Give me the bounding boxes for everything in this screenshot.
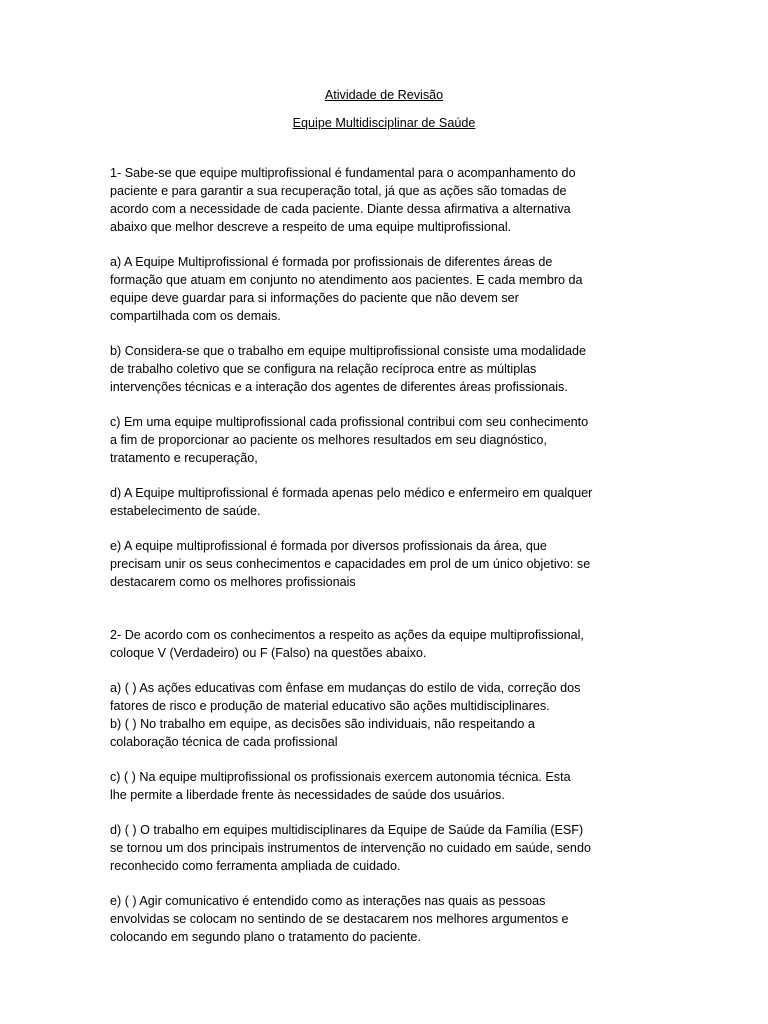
text-line: coloque V (Verdadeiro) ou F (Falso) na questões abaixo.	[110, 646, 427, 660]
question-2-stem	[110, 626, 658, 662]
text-line: c) Em uma equipe multiprofissional cada profissional contribui com seu conhecimento	[110, 415, 589, 429]
text-line: se tornou um dos principais instrumentos de intervenção no cuidado em saúde, sendo	[110, 841, 591, 855]
text-line: formação que atuam em conjunto no atendimento aos pacientes. E cada membro da	[110, 273, 583, 287]
question-1-stem	[110, 164, 658, 236]
question-1-option-d	[110, 484, 658, 520]
text-line: colocando em segundo plano o tratamento do paciente.	[110, 930, 421, 944]
text-line: a) A Equipe Multiprofissional é formada por profissionais de diferentes áreas de	[110, 255, 553, 269]
text-line: destacarem como os melhores profissionais	[110, 575, 356, 589]
question-2-item-d	[110, 821, 658, 875]
text-line: colaboração técnica de cada profissional	[110, 735, 338, 749]
text-line: e) ( ) Agir comunicativo é entendido como as interações nas quais as pessoas	[110, 894, 546, 908]
text-line: 1- Sabe-se que equipe multiprofissional é fundamental para o acompanhamento do	[110, 166, 576, 180]
text-line: acordo com a necessidade de cada paciente. Diante dessa afirmativa a alternativa	[110, 202, 571, 216]
text-line: e) A equipe multiprofissional é formada por diversos profissionais da área, que	[110, 539, 547, 553]
document-title: Atividade de Revisão	[324, 88, 444, 102]
text-line: compartilhada com os demais.	[110, 309, 281, 323]
document-page	[110, 86, 658, 946]
text-line: precisam unir os seus conhecimentos e capacidades em prol de um único objetivo: se	[110, 557, 591, 571]
text-line: 2- De acordo com os conhecimentos a respeito as ações da equipe multiprofissional,	[110, 628, 584, 642]
question-1-option-c	[110, 413, 658, 467]
question-1-option-a	[110, 253, 658, 325]
question-1-option-e	[110, 537, 658, 591]
question-2-item-c	[110, 768, 658, 804]
text-line: equipe deve guardar para si informações do paciente que não devem ser	[110, 291, 519, 305]
text-line: abaixo que melhor descreve a respeito de uma equipe multiprofissional.	[110, 220, 512, 234]
text-line: b) Considera-se que o trabalho em equipe multiprofissional consiste uma modalidade	[110, 344, 587, 358]
question-1-option-b	[110, 342, 658, 396]
question-2-item-e	[110, 892, 658, 946]
text-line: tratamento e recuperação,	[110, 451, 258, 465]
text-line: fatores de risco e produção de material educativo são ações multidisciplinares.	[110, 699, 550, 713]
text-line: d) A Equipe multiprofissional é formada apenas pelo médico e enfermeiro em qualquer	[110, 486, 593, 500]
question-2-items-a-b	[110, 679, 658, 751]
text-line: a fim de proporcionar ao paciente os melhores resultados em seu diagnóstico,	[110, 433, 547, 447]
text-line: de trabalho coletivo que se configura na relação recíproca entre as múltiplas	[110, 362, 537, 376]
text-line: a) ( ) As ações educativas com ênfase em mudanças do estilo de vida, correção dos	[110, 681, 581, 695]
text-line: intervenções técnicas e a interação dos agentes de diferentes áreas profissionais.	[110, 380, 568, 394]
document-subtitle: Equipe Multidisciplinar de Saúde	[292, 116, 476, 130]
text-line: b) ( ) No trabalho em equipe, as decisões são individuais, não respeitando a	[110, 717, 535, 731]
text-line: lhe permite a liberdade frente às necessidades de saúde dos usuários.	[110, 788, 505, 802]
text-line: d) ( ) O trabalho em equipes multidisciplinares da Equipe de Saúde da Família (ESF)	[110, 823, 584, 837]
text-line: estabelecimento de saúde.	[110, 504, 261, 518]
text-line: envolvidas se colocam no sentindo de se destacarem nos melhores argumentos e	[110, 912, 569, 926]
text-line: reconhecido como ferramenta ampliada de cuidado.	[110, 859, 401, 873]
text-line: paciente e para garantir a sua recuperação total, já que as ações são tomadas de	[110, 184, 567, 198]
text-line: c) ( ) Na equipe multiprofissional os profissionais exercem autonomia técnica. Esta	[110, 770, 571, 784]
